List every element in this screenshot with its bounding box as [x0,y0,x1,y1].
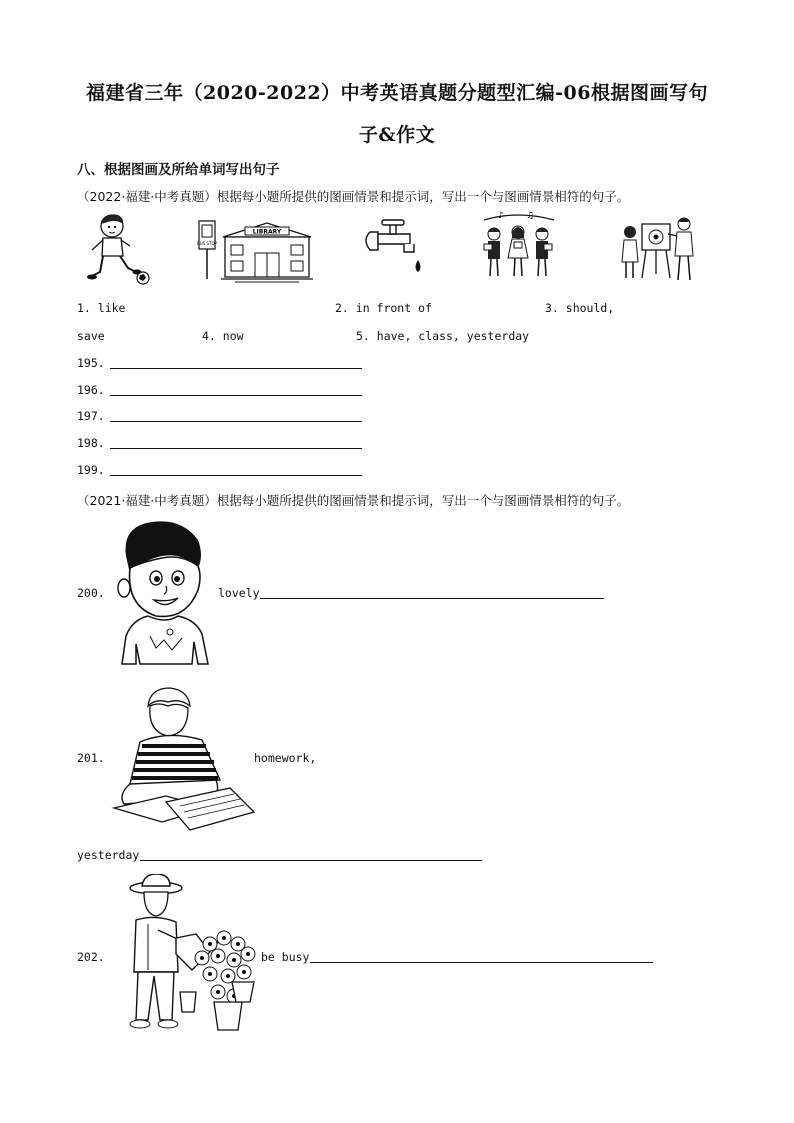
question-number: 196. [77,383,105,397]
hint-be-busy: be busy [261,950,310,964]
answer-line[interactable] [260,598,604,599]
answer-line[interactable] [110,448,362,449]
answer-line[interactable] [110,475,362,476]
boy-doing-homework-picture [110,684,258,834]
boy-kicking-ball-picture [80,212,152,286]
answer-line[interactable] [310,962,653,963]
hint-3-continued: save [77,329,105,343]
hint-1: 1. like [77,301,126,315]
hint-2: 2. in front of [335,301,432,315]
question-number: 197. [77,409,105,423]
children-singing-picture [478,210,560,286]
smiling-boy-picture [112,516,212,668]
page-title-line2: 子&作文 [358,124,436,146]
bus-stop-sign-text: BUS STOP [196,241,218,246]
question-number: 200. [77,586,105,600]
answer-line[interactable] [110,421,362,422]
hint-homework: homework, [254,751,317,765]
students-at-easel-picture [618,212,698,286]
question-number: 195. [77,356,105,370]
answer-line[interactable] [140,860,482,861]
question-number: 201. [77,751,105,765]
question-number: 199. [77,463,105,477]
library-bus-stop-picture [195,215,315,285]
hint-yesterday: yesterday [77,848,140,862]
hint-3: 3. should, [545,301,615,315]
question-number: 202. [77,950,105,964]
source-2021: （2021·福建·中考真题）根据每小题所提供的图画情景和提示词，写出一个与图画情景相符的句子。 [77,493,630,508]
hint-lovely: lovely [218,586,260,600]
hint-5: 5. have, class, yesterday [356,329,530,343]
gardener-watering-flowers-picture [118,874,260,1036]
water-drop [416,260,421,272]
dripping-tap-picture [360,218,430,280]
svg-text:♪: ♪ [498,211,504,221]
source-2022: （2022·福建·中考真题）根据每小题所提供的图画情景和提示词，写出一个与图画情景相符的句子。 [77,189,630,204]
hint-4: 4. now [202,329,244,343]
library-sign-text: LIBRARY [252,228,282,236]
svg-text:♫: ♫ [526,211,535,221]
page-title-line1: 福建省三年（2020-2022）中考英语真题分题型汇编-06根据图画写句 [86,82,708,104]
question-number: 198. [77,436,105,450]
answer-line[interactable] [110,395,362,396]
answer-line[interactable] [110,368,362,369]
section-heading: 八、根据图画及所给单词写出句子 [77,162,280,178]
